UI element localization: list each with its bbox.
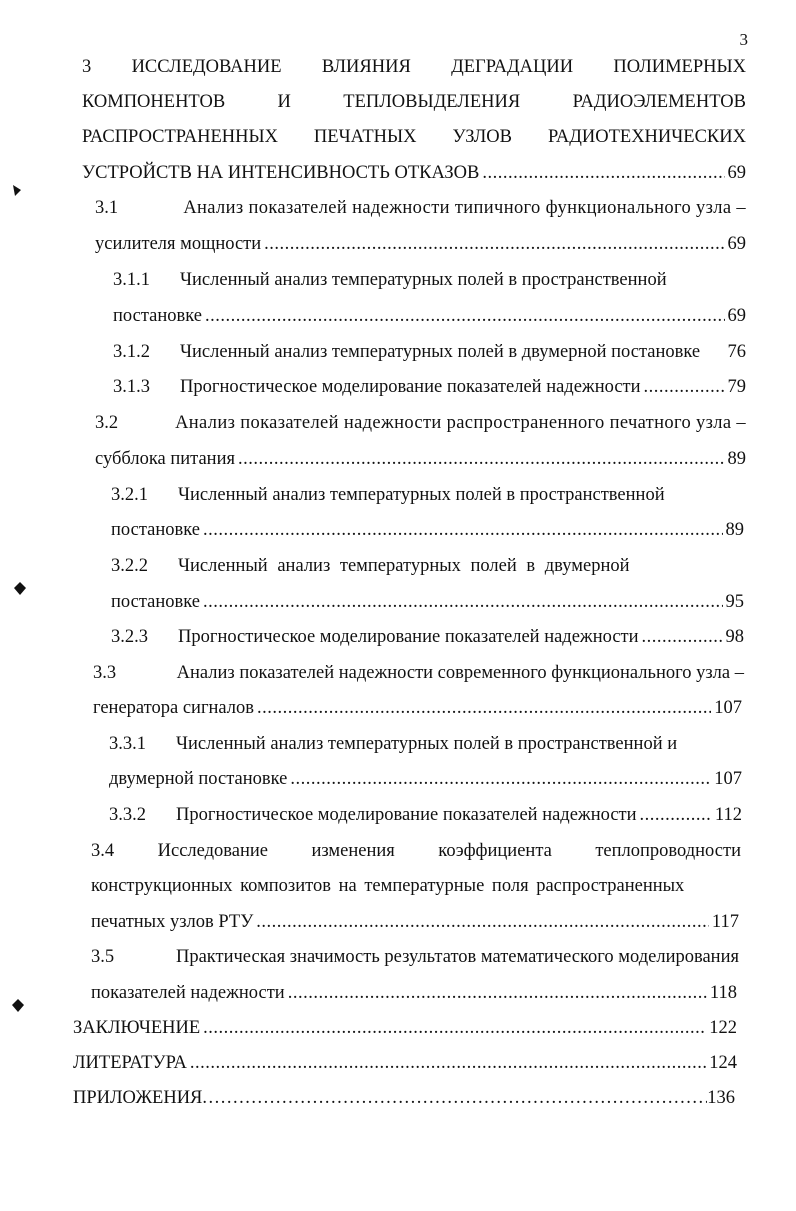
- toc-word: ТЕПЛОВЫДЕЛЕНИЯ: [343, 92, 521, 112]
- binder-hole-mark: [12, 999, 24, 1012]
- toc-page-number: 118: [709, 983, 737, 1003]
- toc-entry-title: постановке: [113, 306, 202, 326]
- toc-word: теплопроводности: [595, 841, 741, 861]
- toc-entry-3-3-1-line1: [109, 732, 742, 756]
- toc-entry-chapter3-line4: [82, 161, 746, 185]
- toc-entry-3-4-line1: [91, 839, 741, 863]
- toc-entry-title: УСТРОЙСТВ НА ИНТЕНСИВНОСТЬ ОТКАЗОВ: [82, 163, 480, 183]
- toc-entry-3-1-3: [113, 375, 746, 399]
- toc-entry-number: 3.1.1: [113, 270, 150, 290]
- toc-entry-3-2-2-line1: [111, 554, 744, 578]
- toc-entry-chapter3-line3: [82, 125, 746, 149]
- toc-entry-appendices: [73, 1086, 735, 1110]
- toc-entry-3-1-1-line2: [113, 304, 746, 328]
- toc-entry-title: конструкционных композитов на температурные поля распространенных: [91, 876, 685, 896]
- toc-leader-dots: [482, 161, 724, 185]
- toc-entry-number: 3.2.3: [111, 627, 148, 647]
- toc-entry-title: Анализ показателей надежности современного функционального узла –: [176, 663, 744, 683]
- toc-entry-3-4-line3: [91, 910, 739, 934]
- toc-leader-dots: [264, 232, 724, 256]
- toc-word: 3: [82, 57, 92, 77]
- toc-entry-title: показателей надежности: [91, 983, 285, 1003]
- toc-entry-3-1-line1: [95, 196, 746, 220]
- toc-leader-dots: [238, 447, 725, 471]
- toc-word: коэффициента: [438, 841, 552, 861]
- toc-word: изменения: [311, 841, 395, 861]
- toc-page-number: 69: [727, 163, 746, 183]
- toc-entry-3-1-1-line1: [113, 268, 746, 292]
- toc-page-number: 76: [727, 342, 746, 362]
- toc-entry-3-1-line2: [95, 232, 746, 256]
- toc-entry-number: 3.2: [95, 413, 119, 433]
- toc-entry-title: двумерной постановке: [109, 769, 288, 789]
- toc-leader-dots: [202, 1086, 707, 1110]
- toc-leader-dots: [257, 696, 711, 720]
- toc-page-number: 69: [727, 234, 746, 254]
- toc-word: ПЕЧАТНЫХ: [313, 127, 417, 147]
- toc-entry-3-3-2: [109, 803, 742, 827]
- toc-entry-3-3-line2: [93, 696, 742, 720]
- toc-word: Исследование: [157, 841, 268, 861]
- toc-entry-number: 3.2.2: [111, 556, 148, 576]
- toc-word: КОМПОНЕНТОВ: [82, 92, 226, 112]
- toc-entry-title: Практическая значимость результатов математического моделирования: [175, 947, 739, 967]
- toc-entry-chapter3-line1: [82, 55, 746, 79]
- toc-entry-3-2-2-line2: [111, 590, 744, 614]
- toc-page-number: 89: [727, 449, 746, 469]
- toc-entry-3-2-1-line1: [111, 483, 744, 507]
- toc-word: РАСПРОСТРАНЕННЫХ: [82, 127, 278, 147]
- toc-entry-title: Численный анализ температурных полей в пространственной: [180, 270, 667, 290]
- toc-entry-number: 3.1.2: [113, 342, 150, 362]
- toc-leader-dots: [203, 518, 723, 542]
- toc-leader-dots: [288, 981, 707, 1005]
- toc-entry-literature: [73, 1051, 737, 1075]
- toc-entry-title: ПРИЛОЖЕНИЯ: [73, 1088, 203, 1108]
- toc-entry-title: ЛИТЕРАТУРА: [73, 1053, 187, 1073]
- toc-entry-3-5-line2: [91, 981, 737, 1005]
- toc-leader-dots: [644, 375, 725, 399]
- toc-entry-number: 3.5: [91, 947, 115, 967]
- toc-entry-title: ЗАКЛЮЧЕНИЕ: [73, 1018, 201, 1038]
- toc-word: И: [277, 92, 291, 112]
- toc-leader-dots: [640, 803, 712, 827]
- toc-entry-title: Прогностическое моделирование показателей надежности: [176, 805, 637, 825]
- toc-leader-dots: [205, 304, 725, 328]
- toc-leader-dots: [642, 625, 723, 649]
- toc-entry-conclusion: [73, 1016, 737, 1040]
- toc-leader-dots: [290, 767, 711, 791]
- toc-word: РАДИОЭЛЕМЕНТОВ: [572, 92, 746, 112]
- toc-entry-number: 3.3.2: [109, 805, 146, 825]
- toc-entry-3-2-line1: [95, 411, 746, 435]
- toc-entry-title: Прогностическое моделирование показателей надежности: [180, 377, 641, 397]
- toc-entry-number: 3.1.3: [113, 377, 150, 397]
- toc-entry-3-3-line1: [93, 661, 744, 685]
- toc-entry-title: субблока питания: [95, 449, 235, 469]
- page-number: 3: [739, 30, 748, 49]
- toc-entry-title: постановке: [111, 592, 200, 612]
- toc-leader-dots: [203, 590, 723, 614]
- toc-leader-dots: [203, 1016, 706, 1040]
- toc-entry-3-2-3: [111, 625, 744, 649]
- toc-entry-chapter3-line2: [82, 90, 746, 114]
- toc-word: ВЛИЯНИЯ: [321, 57, 411, 77]
- toc-page-number: 107: [714, 698, 742, 718]
- toc-leader-dots: [256, 910, 709, 934]
- toc-entry-3-1-2: [113, 340, 746, 364]
- toc-page-number: 95: [725, 592, 744, 612]
- toc-page-number: 124: [709, 1053, 737, 1073]
- toc-page-number: 98: [725, 627, 744, 647]
- toc-entry-3-3-1-line2: [109, 767, 742, 791]
- toc-entry-title: Прогностическое моделирование показателей надежности: [178, 627, 639, 647]
- toc-entry-title: постановке: [111, 520, 200, 540]
- toc-page-number: 89: [725, 520, 744, 540]
- toc-entry-title: усилителя мощности: [95, 234, 262, 254]
- toc-page-number: 122: [709, 1018, 737, 1038]
- toc-entry-number: 3.4: [91, 841, 115, 861]
- toc-word: УЗЛОВ: [452, 127, 513, 147]
- toc-page-number: 136: [707, 1088, 735, 1108]
- toc-entry-title: Анализ показателей надежности распространенного печатного узла –: [175, 413, 746, 433]
- binder-hole-mark: [14, 582, 26, 595]
- toc-entry-title: Численный анализ температурных полей в пространственной: [178, 485, 665, 505]
- toc-word: ПОЛИМЕРНЫХ: [613, 57, 746, 77]
- toc-entry-title: Численный анализ температурных полей в двумерной: [178, 556, 630, 576]
- toc-word: ДЕГРАДАЦИИ: [451, 57, 574, 77]
- toc-entry-number: 3.3: [93, 663, 117, 683]
- toc-entry-number: 3.2.1: [111, 485, 148, 505]
- binder-hole-mark: [11, 184, 23, 197]
- toc-page-number: 117: [711, 912, 739, 932]
- toc-entry-3-4-line2: [91, 874, 741, 898]
- toc-entry-title: Численный анализ температурных полей в двумерной постановке: [180, 342, 701, 362]
- toc-entry-title: Численный анализ температурных полей в пространственной и: [176, 734, 678, 754]
- toc-entry-title: Анализ показателей надежности типичного функционального узла –: [183, 198, 746, 218]
- toc-entry-number: 3.1: [95, 198, 119, 218]
- toc-entry-title: генератора сигналов: [93, 698, 255, 718]
- toc-word: РАДИОТЕХНИЧЕСКИХ: [547, 127, 746, 147]
- toc-entry-3-2-1-line2: [111, 518, 744, 542]
- toc-leader-dots: [190, 1051, 706, 1075]
- toc-entry-3-5-line1: [91, 945, 739, 969]
- toc-page-number: 112: [714, 805, 742, 825]
- toc-entry-title: печатных узлов РТУ: [91, 912, 254, 932]
- toc-entry-number: 3.3.1: [109, 734, 146, 754]
- toc-page-number: 79: [727, 377, 746, 397]
- toc-page-number: 107: [714, 769, 742, 789]
- toc-entry-3-2-line2: [95, 447, 746, 471]
- toc-word: ИССЛЕДОВАНИЕ: [131, 57, 282, 77]
- toc-page-number: 69: [727, 306, 746, 326]
